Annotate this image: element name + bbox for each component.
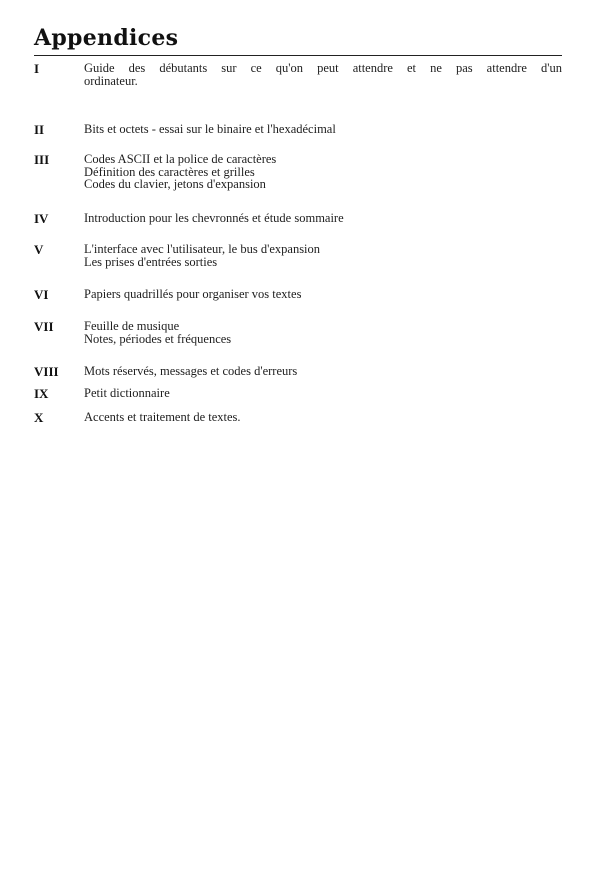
appendix-line: L'interface avec l'utilisateur, le bus d'expansion [84,242,321,256]
appendix-text [84,320,564,345]
appendix-entry-iii [34,153,564,191]
appendix-line: Notes, périodes et fréquences [84,331,232,346]
appendix-entry-x [34,411,564,424]
appendix-entry-viii [34,365,564,378]
appendix-numeral: V [34,242,44,257]
appendix-entry-iv [34,212,564,225]
appendix-line: Introduction pour les chevronnés et étude sommaire [84,211,344,225]
appendix-line: Codes du clavier, jetons d'expansion [84,177,266,192]
appendix-numeral: II [34,122,45,137]
appendix-numeral: X [34,410,44,425]
appendix-line: Accents et traitement de textes. [84,410,241,424]
appendix-line: ordinateur. [84,73,138,88]
appendix-line: Feuille de musique [84,319,180,333]
appendix-entry-vii [34,320,564,345]
appendix-entry-ii [34,123,564,136]
appendix-text [84,243,564,268]
appendix-line: Petit dictionnaire [84,386,170,400]
appendix-text [84,212,564,225]
appendix-numeral: I [34,61,40,76]
title-rule [34,55,562,56]
appendix-text [84,387,564,400]
appendix-line: Codes ASCII et la police de caractères [84,152,277,166]
appendix-entry-ix [34,387,564,400]
appendix-text [84,123,564,136]
appendix-text [84,411,564,424]
page-title: Appendices [34,25,179,51]
appendix-entry-v [34,243,564,268]
appendix-numeral: III [34,152,50,167]
appendix-line: Guide des débutants sur ce qu'on peut attendre et ne pas attendre d'un [84,61,562,75]
appendix-numeral: IV [34,211,49,226]
appendix-entry-vi [34,288,564,301]
appendix-text [84,365,564,378]
appendix-line: Bits et octets - essai sur le binaire et l'hexadécimal [84,122,336,136]
appendix-text [84,153,564,191]
appendix-text [84,62,564,87]
appendix-numeral: VIII [34,364,59,379]
appendix-line: Papiers quadrillés pour organiser vos textes [84,287,302,301]
appendix-entry-i [34,62,564,87]
appendix-line: Mots réservés, messages et codes d'erreurs [84,364,298,378]
appendix-line: Définition des caractères et grilles [84,164,255,179]
appendix-numeral: VI [34,287,49,302]
appendix-list [34,61,564,425]
appendix-text [84,288,564,301]
appendix-numeral: VII [34,319,54,334]
appendix-line: Les prises d'entrées sorties [84,254,218,269]
appendix-numeral: IX [34,386,49,401]
